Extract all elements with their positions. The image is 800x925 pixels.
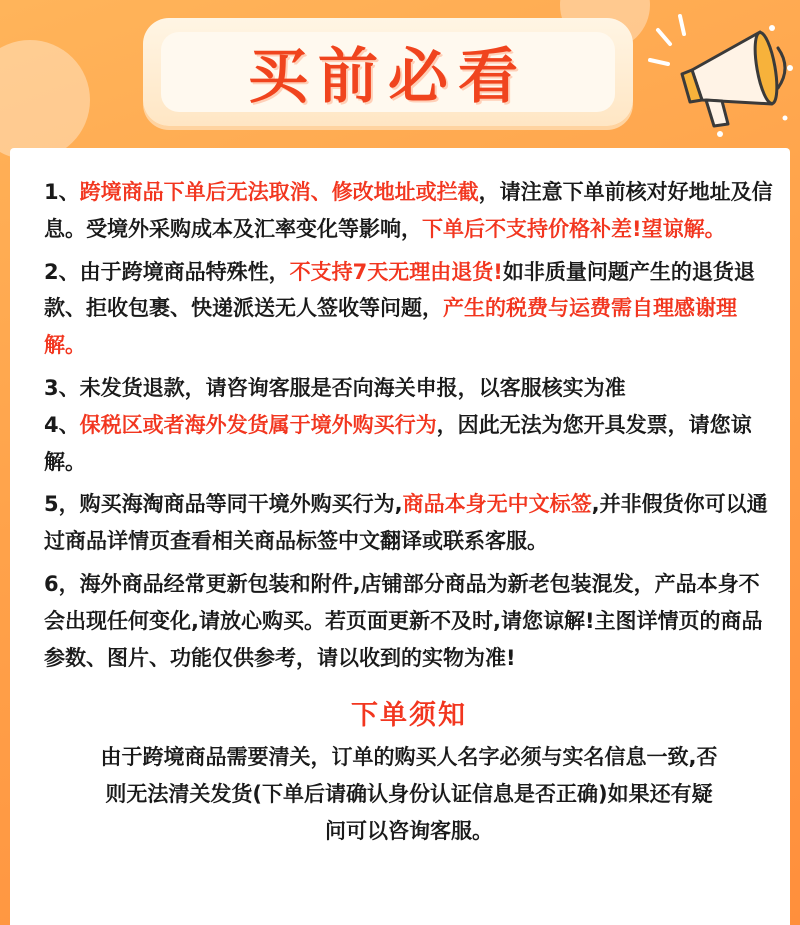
item-highlight: 保税区或者海外发货属于境外购买行为 xyxy=(79,412,437,437)
notice-content xyxy=(44,174,774,850)
item-text: 如非质量问题产生的退货退款、拒收包裹、快递派送无人签收等问题， xyxy=(44,259,755,321)
item-text: 2、由于跨境商品特殊性， xyxy=(44,259,290,284)
notice-body xyxy=(44,739,774,849)
list-item xyxy=(44,486,774,560)
item-highlight: 下单后不支持价格补差!望谅解。 xyxy=(422,216,726,241)
page-title: 买前必看 xyxy=(248,42,528,112)
list-item xyxy=(44,254,774,364)
item-text: 1、 xyxy=(44,180,80,204)
list-item xyxy=(44,370,774,407)
list-item xyxy=(44,566,774,676)
notice-line: 由于跨境商品需要清关，订单的购买人名字必须与实名信息一致,否 xyxy=(100,745,718,770)
item-text: 4、 xyxy=(44,412,80,437)
list-item xyxy=(44,174,774,248)
decorative-circle xyxy=(0,40,90,160)
header-banner-inner xyxy=(161,32,615,112)
item-highlight: 跨境商品下单后无法取消、修改地址或拦截 xyxy=(79,180,479,204)
item-highlight: 不支持7天无理由退货! xyxy=(289,259,503,284)
item-text: ，因此无法为您开具发票，请您谅解。 xyxy=(44,412,752,474)
item-highlight: 产生的税费与运费需自理感谢理解。 xyxy=(44,296,737,358)
item-text: 5，购买海淘商品等同干境外购买行为, xyxy=(44,492,403,517)
notice-line: 则无法清关发货(下单后请确认身份认证信息是否正确)如果还有疑 xyxy=(105,781,713,806)
item-text: ，请注意下单前核对好地址及信息。受境外采购成本及汇率变化等影响， xyxy=(44,180,773,241)
notice-line: 问可以咨询客服。 xyxy=(325,818,493,843)
megaphone-icon xyxy=(640,8,800,148)
notice-card xyxy=(10,148,790,925)
list-item xyxy=(44,407,774,481)
item-text: 3、未发货退款，请咨询客服是否向海关申报，以客服核实为准 xyxy=(44,375,626,400)
header-banner xyxy=(143,18,633,126)
item-highlight: 商品本身无中文标签 xyxy=(402,492,592,517)
notice-heading: 下单须知 xyxy=(351,700,467,732)
item-text: ,并非假货你可以通过商品详情页查看相关商品标签中文翻译或联系客服。 xyxy=(44,492,768,554)
item-text: 6，海外商品经常更新包装和附件,店铺部分商品为新老包装混发，产品本身不会出现任何变化,请放心购买。若页面更新不及时,请您谅解!主图详情页的商品参数、图片、功能仅供参考，请以收到的实物为准! xyxy=(44,571,763,670)
